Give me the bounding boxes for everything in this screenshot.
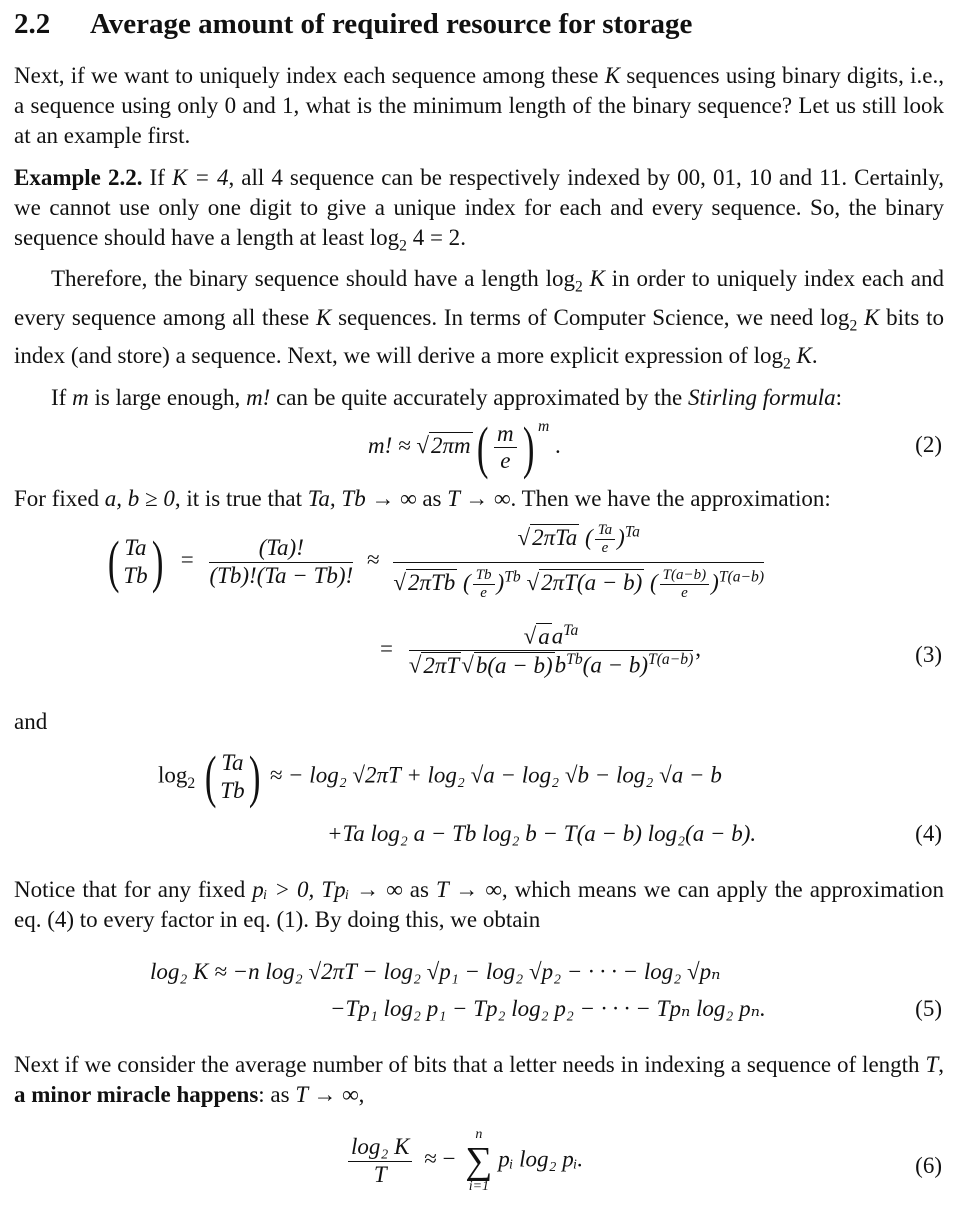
stirling-paragraph: If m is large enough, m! can be quite accurately approximated by the Stirling formula: — [51, 385, 842, 410]
next-paragraph: Next if we consider the average number of bits that a letter needs in indexing a sequence of length T, a minor miracle happens: as T → ∞, — [14, 1052, 944, 1107]
equation-6: $\frac{\text{log₂ K}}{T}$ ≈ − n ∑ i=1 pᵢ log₂ pᵢ. — [346, 1128, 583, 1194]
and-word: and — [14, 709, 48, 734]
intro-paragraph: Next, if we want to uniquely index each sequence among these K sequences using binary digits, i.e., a sequence using only 0 and 1, what is the minimum length of the binary sequence? Let us still look at an example first. — [14, 63, 944, 148]
equation-4-line-1: $\log_2$ ( Ta Tb ) ≈ − log₂ √2πT + log₂ √a − log₂ √b − log₂ √a − b — [158, 744, 722, 809]
equation-3-number: (3) — [915, 642, 942, 667]
section-heading — [14, 8, 692, 41]
example-label: Example 2.2. — [14, 165, 143, 190]
therefore-paragraph: Therefore, the binary sequence should have a length $\log_2 K$ in order to uniquely index each and every sequence among all these K sequences. In terms of Computer Science, we need $\log_2 K$ bits to index (and store) a sequence. Next, we will derive a more explicit expression of $\log_2 K$. — [14, 266, 944, 373]
section-number: 2.2 — [14, 8, 51, 40]
equation-4-number: (4) — [915, 821, 942, 846]
equation-3-line-1: ( Ta Tb ) = $\frac{(Ta)!}{(Tb)!(Ta - Tb)!}$ ≈ √2πTa ( $\frac{Ta}{e}$ )$^{Ta}$ √2πTb ( $\frac{Tb}{e}$ )$^{Tb}$ √2πT(a − b) ( $\frac{T(a-b)}{e}$ )$^{T(a-b)}$ — [107, 522, 765, 601]
equation-4-line-2: +Ta log₂ a − Tb log₂ b − T(a − b) log₂(a − b). — [327, 821, 757, 846]
example-paragraph: Example 2.2. If K = 4, all 4 sequence can be respectively indexed by 00, 01, 10 and 11. Certainly, we cannot use only one digit to give a unique index for each and every sequence. So, the binary sequence should have a length at least $\log_2 4 = 2$. — [14, 165, 944, 255]
fixed-paragraph: For fixed a, b ≥ 0, it is true that Ta, Tb → ∞ as T → ∞. Then we have the approximation: — [14, 486, 831, 511]
equation-2-number: (2) — [915, 432, 942, 457]
equation-5-line-2: −Tp₁ log₂ p₁ − Tp₂ log₂ p₂ − · · · − Tpₙ log₂ pₙ. — [330, 996, 766, 1021]
equation-5-number: (5) — [915, 996, 942, 1021]
equation-3-line-2: = $\frac{√aa^{Ta}}{√2\pi T√b(a - b)b^{Tb}(a - b)^{T(a-b)}}$ , — [380, 622, 702, 678]
equation-5-line-1: log₂ K ≈ −n log₂ √2πT − log₂ √p₁ − log₂ √p₂ − · · · − log₂ √pₙ — [150, 959, 721, 984]
section-title: Average amount of required resource for storage — [90, 8, 693, 40]
notice-paragraph: Notice that for any fixed pᵢ > 0, Tpᵢ → ∞ as T → ∞, which means we can apply the approximation eq. (4) to every factor in eq. (1). By doing this, we obtain — [14, 877, 944, 932]
equation-6-number: (6) — [915, 1153, 942, 1178]
equation-2: m! ≈ √2πm ( $\frac{m}{e}$ ) $^m$ . — [368, 414, 561, 480]
